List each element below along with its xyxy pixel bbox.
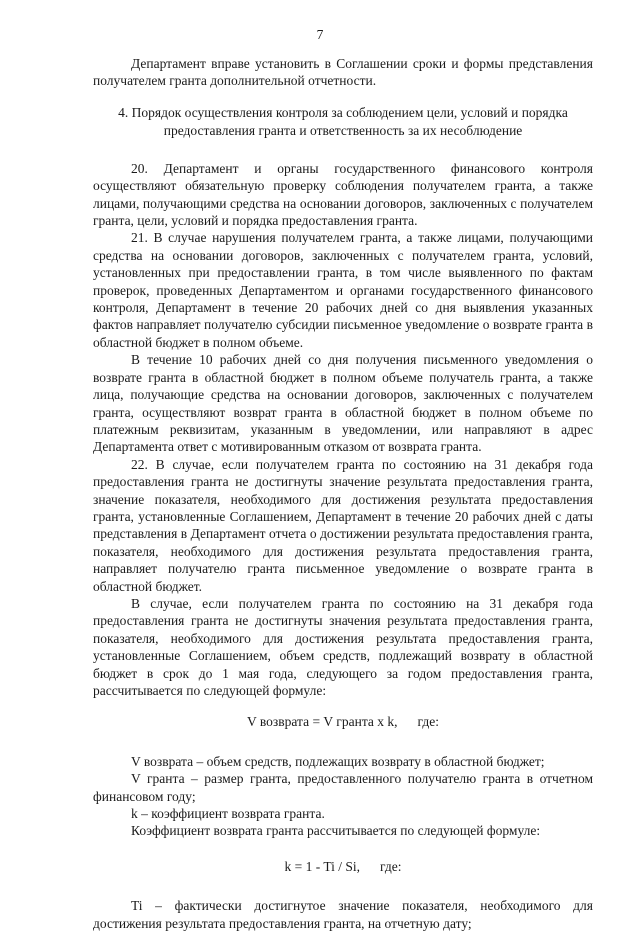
section-heading-line-1: 4. Порядок осуществления контроля за соблюдением цели, условий и порядка — [118, 104, 568, 120]
paragraph-21-continued: В течение 10 рабочих дней со дня получения письменного уведомления о возврате гранта в областной бюджет в полном объеме получатель гранта, а также лица, получающие средства на основании договоров, заключенных с получателем гранта, осуществляют возврат гранта в областной бюджет в полном объеме по платежным реквизитам, указанным в уведомлении, или направляют в адрес Департамента ответ с мотивированным отказом от возврата гранта. — [93, 352, 593, 455]
formula-coefficient — [93, 858, 593, 875]
formula-where: где: — [380, 858, 402, 874]
definition-ti: Ti – фактически достигнутое значение показателя, необходимого для достижения результата предоставления гранта, на отчетную дату; — [93, 898, 593, 931]
page-number: 7 — [316, 27, 324, 42]
definition-v-grant: V гранта – размер гранта, предоставленного получателю гранта в отчетном финансовом году; — [93, 771, 593, 804]
intro-paragraph: Департамент вправе установить в Соглашении сроки и формы представления получателем гранта дополнительной отчетности. — [93, 56, 593, 89]
definition-k: k – коэффициент возврата гранта. — [131, 806, 325, 822]
paragraph-21: 21. В случае нарушения получателем гранта, а также лицами, получающими средства на основании договоров, заключенных с получателем гранта, условий, установленных при предоставлении гранта, в том числе выявленного по фактам проверок, проведенных Департаментом и органами государственного финансового контроля, Департамент в течение 20 рабочих дней со дня выявления указанных фактов направляет получателю субсидии письменное уведомление о возврате гранта в областной бюджет в полном объеме. — [93, 230, 593, 350]
paragraph-22: 22. В случае, если получателем гранта по состоянию на 31 декабря года предоставления гранта не достигнуты значение результата предоставления гранта, значение показателя, необходимого для достижения результата предоставления гранта, установленные Соглашением, Департамент в течение 20 рабочих дней с даты представления в Департамент отчета о достижении результата предоставления гранта, показателя, необходимого для достижения результата предоставления гранта, направляет получателю гранта письменное уведомление о возврате гранта в областной бюджет. — [93, 456, 593, 594]
coefficient-intro: Коэффициент возврата гранта рассчитывается по следующей формуле: — [131, 823, 541, 839]
paragraph-22-continued: В случае, если получателем гранта по состоянию на 31 декабря года предоставления гранта не достигнуты значения результата предоставления гранта, показателя, необходимого для достижения результата предоставления гранта, установленные Соглашением, объем средств, подлежащий возврату в областной бюджет в срок до 1 мая года, следующего за годом предоставления гранта, рассчитывается по следующей формуле: — [93, 595, 593, 698]
section-heading — [93, 104, 593, 140]
document-body — [93, 55, 593, 932]
formula-expression: k = 1 - Ti / Si, — [284, 858, 361, 874]
paragraph-20: 20. Департамент и органы государственного финансового контроля осуществляют обязательную проверку соблюдения получателем гранта, а также лицами, получающими средства на основании договоров, заключенных с получателем гранта, цели, условий и порядка предоставления гранта. — [93, 160, 593, 229]
formula-where: где: — [417, 714, 439, 730]
formula-expression: V возврата = V гранта x k, — [247, 714, 398, 730]
formula-refund-volume — [93, 713, 593, 730]
section-heading-line-2: предоставления гранта и ответственность за их несоблюдение — [163, 122, 523, 138]
definition-v-refund: V возврата – объем средств, подлежащих возврату в областной бюджет; — [131, 753, 545, 769]
